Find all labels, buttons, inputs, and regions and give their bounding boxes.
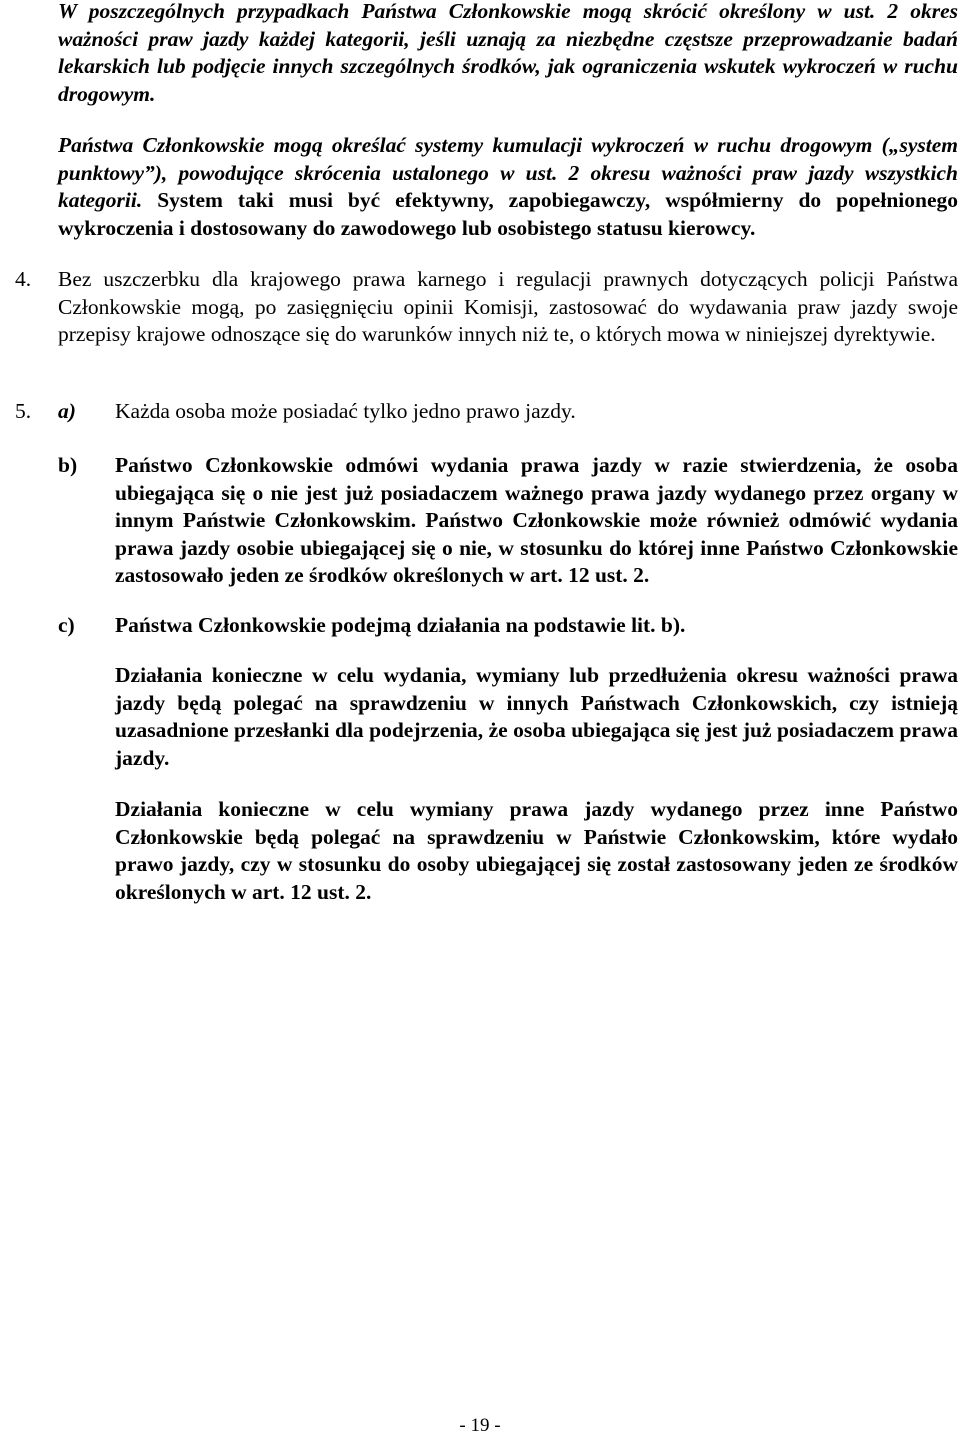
paragraph-shortening-validity: W poszczególnych przypadkach Państwa Członkowskie mogą skrócić określony w ust. 2 okres ważności praw jazdy każdej kategorii, jeśli uznają za niezbędne częstsze przeprowadzanie badań lekarskich lub podjęcie innych szczególnych środków, jak ograniczenia wskutek wykroczeń w ruchu drogowym. [58, 0, 958, 106]
item-b-text: Państwo Członkowskie odmówi wydania prawa jazdy w razie stwierdzenia, że osoba ubiegająca się o nie jest już posiadaczem ważnego prawa jazdy wydanego przez organy w innym Państwie Członkowskim. Państwo Członkowskie może również odmówić wydania prawa jazdy osobie ubiegającej się o nie, w stosunku do której inne Państwo Członkowskie zastosowało jeden ze środków określonych w art. 12 ust. 2. [115, 453, 958, 587]
paragraph-point-system [58, 132, 958, 242]
section-number-5: 5. [15, 399, 32, 423]
page-number: - 19 - [459, 1415, 501, 1436]
item-a-text: Każda osoba może posiadać tylko jedno prawo jazdy. [115, 399, 576, 423]
section-number-4: 4. [15, 267, 32, 291]
point-system-bold-text: System taki musi być efektywny, zapobiegawczy, współmierny do popełnionego wykroczenia i dostosowany do zawodowego lub osobistego statusu kierowcy. [58, 188, 958, 240]
item-label-a: a) [58, 399, 76, 423]
item-label-c: c) [58, 613, 75, 637]
paragraph-section-4: Bez uszczerbku dla krajowego prawa karnego i regulacji prawnych dotyczących policji Państwa Członkowskie mogą, po zasięgnięciu opinii Komisji, zastosować do wydawania praw jazdy swoje przepisy krajowe odnoszące się do warunków innych niż te, o których mowa w niniejszej dyrektywie. [58, 267, 958, 346]
point-system-text: Państwa Członkowskie mogą określać systemy kumulacji wykroczeń w ruchu drogowym („system punktowy”), powodujące skrócenia ustalonego w ust. 2 okresu ważności praw jazdy wszystkich kategorii. [58, 133, 958, 212]
item-c-paragraph-1: Działania konieczne w celu wydania, wymiany lub przedłużenia okresu ważności prawa jazdy będą polegać na sprawdzeniu w innych Państwach Członkowskich, czy istnieją uzasadnione przesłanki dla podejrzenia, że osoba ubiegająca się jest już posiadaczem prawa jazdy. [115, 663, 958, 770]
item-c-text: Państwa Członkowskie podejmą działania na podstawie lit. b). [115, 613, 686, 637]
item-c-paragraph-2: Działania konieczne w celu wymiany prawa jazdy wydanego przez inne Państwo Członkowskie będą polegać na sprawdzeniu w Państwie Członkowskim, które wydało prawo jazdy, czy w stosunku do osoby ubiegającej się został zastosowany jeden ze środków określonych w art. 12 ust. 2. [115, 797, 958, 904]
item-label-b: b) [58, 453, 78, 477]
